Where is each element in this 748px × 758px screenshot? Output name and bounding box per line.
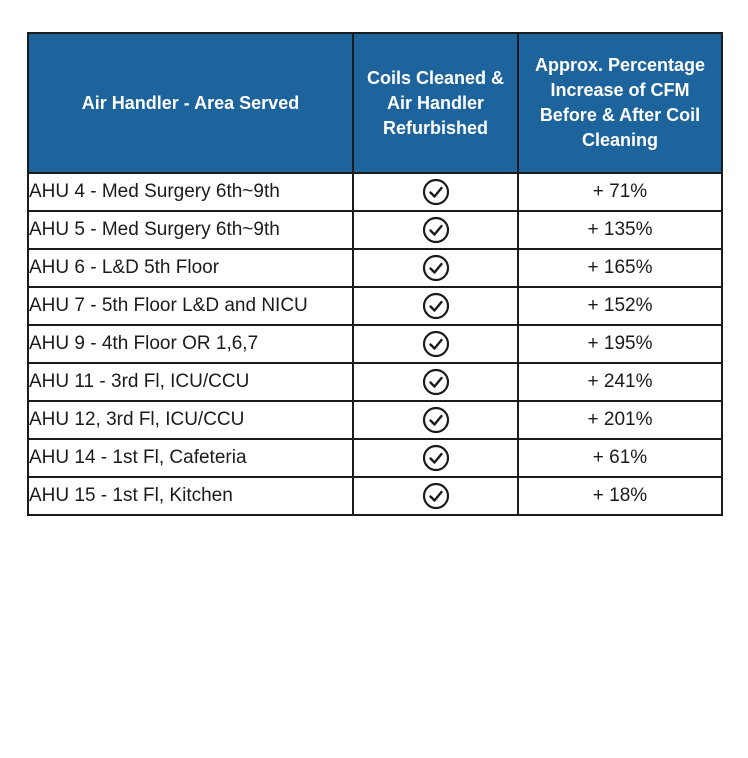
refurbished-cell [353,287,518,325]
header-coils-cleaned: Coils Cleaned & Air Handler Refurbished [353,33,518,173]
table-row [28,211,722,249]
check-circle-icon [422,330,450,358]
table-row [28,439,722,477]
area-served-cell: AHU 11 - 3rd Fl, ICU/CCU [28,363,353,401]
refurbished-cell [353,439,518,477]
refurbished-cell [353,249,518,287]
table-row [28,363,722,401]
refurbished-cell [353,363,518,401]
refurbished-cell [353,325,518,363]
table-row [28,287,722,325]
check-circle-icon [422,368,450,396]
cfm-increase-cell: + 195% [518,325,722,363]
header-cfm-increase: Approx. Percentage Increase of CFM Before & After Coil Cleaning [518,33,722,173]
refurbished-cell [353,401,518,439]
refurbished-cell [353,477,518,515]
table-body [28,173,722,515]
area-served-cell: AHU 4 - Med Surgery 6th~9th [28,173,353,211]
table-header [28,33,722,173]
table-row [28,325,722,363]
cfm-increase-cell: + 18% [518,477,722,515]
check-circle-icon [422,406,450,434]
table-row [28,173,722,211]
table-row [28,477,722,515]
cfm-increase-cell: + 201% [518,401,722,439]
cfm-increase-cell: + 152% [518,287,722,325]
table-row [28,401,722,439]
area-served-cell: AHU 14 - 1st Fl, Cafeteria [28,439,353,477]
refurbished-cell [353,173,518,211]
cfm-increase-cell: + 241% [518,363,722,401]
header-row [28,33,722,173]
check-circle-icon [422,178,450,206]
check-circle-icon [422,292,450,320]
area-served-cell: AHU 7 - 5th Floor L&D and NICU [28,287,353,325]
cfm-increase-cell: + 135% [518,211,722,249]
area-served-cell: AHU 12, 3rd Fl, ICU/CCU [28,401,353,439]
area-served-cell: AHU 15 - 1st Fl, Kitchen [28,477,353,515]
cfm-increase-cell: + 71% [518,173,722,211]
table-row [28,249,722,287]
header-area-served: Air Handler - Area Served [28,33,353,173]
area-served-cell: AHU 9 - 4th Floor OR 1,6,7 [28,325,353,363]
area-served-cell: AHU 5 - Med Surgery 6th~9th [28,211,353,249]
cfm-increase-cell: + 61% [518,439,722,477]
check-circle-icon [422,482,450,510]
ahu-table [27,32,723,516]
refurbished-cell [353,211,518,249]
cfm-increase-cell: + 165% [518,249,722,287]
check-circle-icon [422,254,450,282]
check-circle-icon [422,444,450,472]
area-served-cell: AHU 6 - L&D 5th Floor [28,249,353,287]
check-circle-icon [422,216,450,244]
